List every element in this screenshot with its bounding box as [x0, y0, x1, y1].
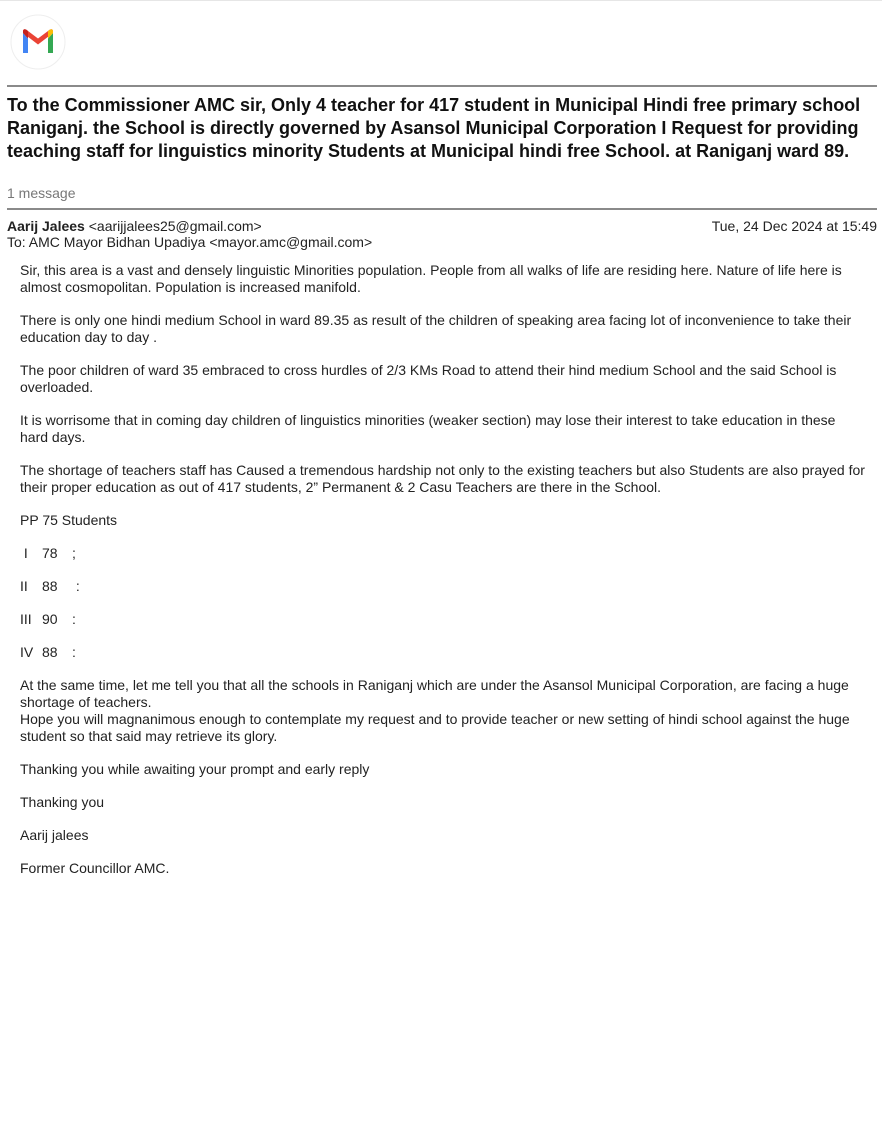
grade-row: [20, 545, 865, 562]
gmail-logo-icon: [10, 14, 66, 70]
sender-name: Aarij Jalees: [7, 218, 85, 234]
header-divider: [7, 85, 877, 87]
grade-name: II: [20, 578, 28, 594]
body-paragraph: It is worrisome that in coming day children of linguistics minorities (weaker section) may lose their interest to take education in these hard days.: [20, 412, 836, 445]
grade-mark: :: [72, 578, 80, 594]
body-paragraph: The shortage of teachers staff has Caused a tremendous hardship not only to the existing teachers but also Students are also prayed for their proper education as out of 417 students, 2” Permanent & 2 Casu Teachers are there in the School.: [20, 462, 865, 495]
pp-students-line: PP 75 Students: [20, 512, 118, 528]
recipient-line: To: AMC Mayor Bidhan Upadiya <mayor.amc@gmail.com>: [7, 234, 373, 250]
grade-mark: :: [72, 611, 76, 627]
grade-row: [20, 578, 865, 595]
grade-count: 88: [42, 644, 58, 660]
sender-email[interactable]: <aarijjalees25@gmail.com>: [88, 218, 262, 234]
closing-line: Thanking you: [20, 794, 105, 810]
grade-mark: ;: [72, 545, 76, 561]
body-paragraph: The poor children of ward 35 embraced to cross hurdles of 2/3 KMs Road to attend their hind medium School and the said School is overloaded.: [20, 362, 837, 395]
grade-name: I: [20, 545, 28, 561]
signature-title: Former Councillor AMC.: [20, 860, 170, 876]
body-paragraph: Hope you will magnanimous enough to contemplate my request and to provide teacher or new setting of hindi school against the huge student so that said may retrieve its glory.: [20, 711, 850, 744]
grade-count: 88: [42, 578, 58, 594]
grade-row: [20, 644, 865, 661]
grade-row: [20, 611, 865, 628]
body-paragraph: Sir, this area is a vast and densely linguistic Minorities population. People from all walks of life are residing here. Nature of life here is almost cosmopolitan. Population is increased manifold.: [20, 262, 842, 295]
grade-name: III: [20, 611, 32, 627]
grade-mark: :: [72, 644, 76, 660]
signature-name: Aarij jalees: [20, 827, 89, 843]
grade-count: 90: [42, 611, 58, 627]
grade-count: 78: [42, 545, 58, 561]
message-divider: [7, 208, 877, 210]
thread-subject: To the Commissioner AMC sir, Only 4 teacher for 417 student in Municipal Hindi free primary school Raniganj. the School is directly governed by Asansol Municipal Corporation I Request for providing teaching staff for linguistics minority Students at Municipal hindi free School. at Raniganj ward 89.: [7, 95, 861, 161]
body-paragraph: Thanking you while awaiting your prompt and early reply: [20, 761, 370, 777]
body-paragraph: There is only one hindi medium School in ward 89.35 as result of the children of speaking area facing lot of inconvenience to take their education day to day .: [20, 312, 852, 345]
grade-name: IV: [20, 644, 34, 660]
top-border: [0, 0, 882, 1]
message-header: [7, 218, 877, 250]
message-body: [20, 262, 865, 893]
message-date: Tue, 24 Dec 2024 at 15:49: [711, 218, 877, 234]
body-paragraph: At the same time, let me tell you that all the schools in Raniganj which are under the Asansol Municipal Corporation, are facing a huge shortage of teachers.: [20, 677, 849, 710]
message-count: 1 message: [7, 185, 76, 201]
sender: [7, 218, 262, 234]
